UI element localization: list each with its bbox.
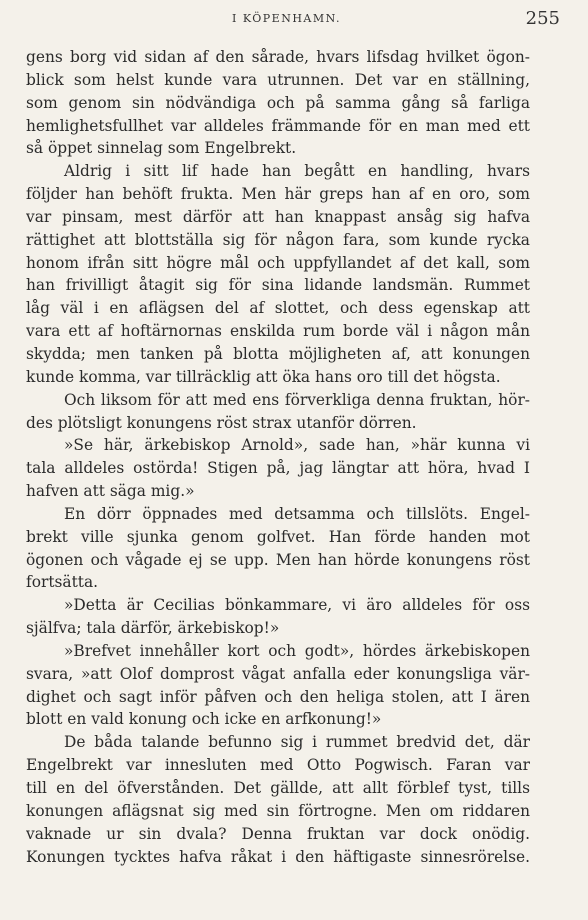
text-line: tala alldeles ostörda! Stigen på, jag längtar att höra, hvad I — [26, 459, 530, 478]
text-line: kunde komma, var tillräcklig att öka hans oro till det högsta. — [26, 367, 501, 386]
text-line: Engelbrekt var innesluten med Otto Pogwisch. Faran var — [26, 756, 530, 775]
text-line: »Se här, ärkebiskop Arnold», sade han, »här kunna vi — [64, 436, 530, 455]
page-number: 255 — [525, 8, 560, 29]
text-line: vara ett af hoftärnornas enskilda rum borde väl i någon mån — [26, 322, 530, 341]
text-line: själfva; tala därför, ärkebiskop!» — [26, 619, 280, 638]
text-line: var pinsam, mest därför att han knappast ansåg sig hafva — [26, 207, 530, 226]
text-line: Och liksom för att med ens förverkliga denna fruktan, hör- — [64, 390, 530, 409]
text-line: fortsätta. — [26, 573, 99, 592]
text-line: som genom sin nödvändiga och på samma gång så farliga — [26, 93, 530, 112]
text-line: hafven att säga mig.» — [26, 482, 195, 501]
text-line: dighet och sagt inför påfven och den heliga stolen, att I ären — [26, 687, 530, 706]
text-line: till en del öfverstånden. Det gällde, att allt förblef tyst, tills — [26, 779, 530, 797]
text-line: konungen aflägsnat sig med sin förtrogne. Men om riddaren — [26, 801, 530, 820]
text-line: följder han behöft frukta. Men här greps han af en oro, som — [26, 185, 530, 204]
running-head: I KÖPENHAMN. — [232, 12, 342, 25]
text-line: hemlighetsfullhet var alldeles främmande för en man med ett — [26, 116, 530, 135]
text-line: så öppet sinnelag som Engelbrekt. — [26, 139, 297, 158]
text-line: »Brefvet innehåller kort och godt», hördes ärkebiskopen — [64, 641, 530, 660]
text-line: skydda; men tanken på blotta möjligheten af, att konungen — [26, 344, 530, 363]
text-line: låg väl i en aflägsen del af slottet, och dess egenskap att — [26, 299, 530, 318]
text-line: Konungen tycktes hafva råkat i den häftigaste sinnesrörelse. — [26, 847, 530, 866]
text-line: ögonen och vågade ej se upp. Men han hörde konungens röst — [26, 550, 530, 569]
text-line: honom ifrån sitt högre mål och uppfyllandet af det kall, som — [26, 253, 530, 272]
text-line: han frivilligt åtagit sig för sina lidande landsmän. Rummet — [26, 276, 530, 295]
text-line: blick som helst kunde vara utrunnen. Det var en ställning, — [26, 70, 530, 89]
text-line: blott en vald konung och icke en arfkonung!» — [26, 710, 382, 729]
text-line: gens borg vid sidan af den sårade, hvars lifsdag hvilket ögon- — [26, 48, 530, 66]
text-line: »Detta är Cecilias bönkammare, vi äro alldeles för oss — [64, 596, 530, 615]
text-line: vaknade ur sin dvala? Denna fruktan var dock onödig. — [26, 824, 530, 843]
text-line: Aldrig i sitt lif hade han begått en handling, hvars — [64, 162, 530, 181]
text-line: rättighet att blottställa sig för någon fara, som kunde rycka — [26, 230, 530, 249]
text-line: En dörr öppnades med detsamma och tillslöts. Engel- — [64, 504, 530, 523]
text-line: svara, »att Olof domprost vågat anfalla eder konungsliga vär- — [26, 664, 530, 683]
text-line: des plötsligt konungens röst strax utanför dörren. — [26, 413, 417, 432]
body-text — [26, 46, 530, 868]
text-line: De båda talande befunno sig i rummet bredvid det, där — [64, 733, 530, 752]
text-line: brekt ville sjunka genom golfvet. Han förde handen mot — [26, 527, 530, 546]
